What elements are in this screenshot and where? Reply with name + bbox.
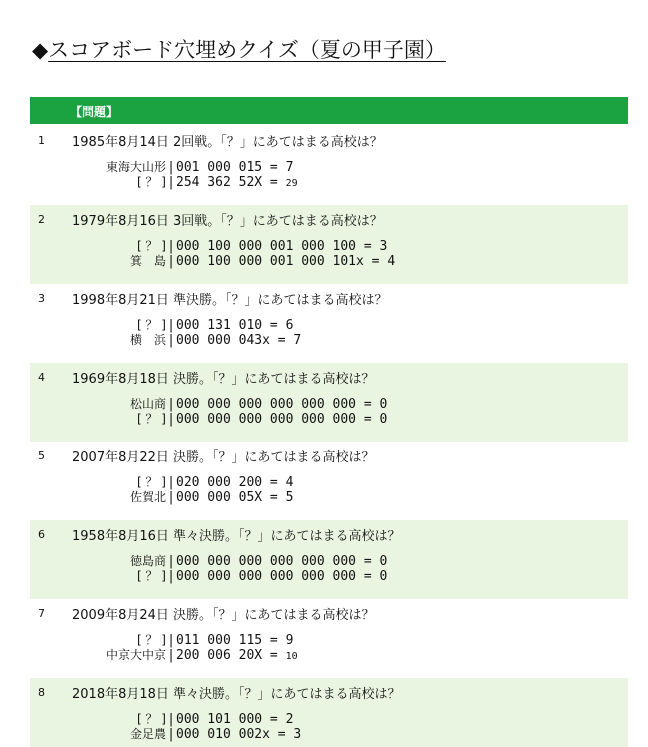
innings-score: 011 000 115 = [176, 633, 286, 648]
question-text: 2018年8月18日 準々決勝。「？」にあてはまる高校は？ [72, 687, 401, 702]
team-name: 東海大山形 [105, 160, 166, 174]
question-text: 1998年8月21日 準決勝。「？」にあてはまる高校は？ [72, 293, 388, 308]
innings-score: 000 000 000 000 000 000 = [176, 412, 380, 427]
question-item [30, 678, 628, 747]
innings-score: 000 100 000 001 000 101x = [176, 254, 388, 269]
team-name: [ ？ ] [137, 712, 166, 726]
total-score: 7 [285, 160, 294, 175]
total-score: 3 [379, 239, 388, 254]
total-score: 7 [293, 333, 302, 348]
scoreboard-row [94, 490, 293, 505]
page-title [32, 34, 446, 64]
total-score: 3 [293, 727, 302, 742]
total-score: 2 [285, 712, 294, 727]
section-header [30, 97, 628, 124]
divider: | [167, 475, 175, 490]
scoreboard-row [94, 569, 387, 584]
team-name: [ ？ ] [137, 175, 166, 189]
team-name: 中京大中京 [105, 648, 166, 662]
innings-score: 000 000 000 000 000 000 = [176, 569, 380, 584]
scoreboard [94, 160, 298, 191]
team-name: [ ？ ] [137, 318, 166, 332]
team-name: [ ？ ] [137, 633, 166, 647]
scoreboard-row [94, 239, 395, 254]
scoreboard-row [94, 397, 387, 412]
question-number: 6 [38, 528, 45, 541]
divider: | [167, 175, 175, 190]
question-text: 1985年8月14日 2回戦。「？」にあてはまる高校は？ [72, 135, 383, 150]
scoreboard-row [94, 554, 387, 569]
team-name: [ ？ ] [137, 475, 166, 489]
team-name: 松山商 [129, 397, 166, 411]
question-text: 1979年8月16日 3回戦。「？」にあてはまる高校は？ [72, 214, 383, 229]
diamond-marker: ◆ [32, 38, 49, 62]
divider: | [167, 333, 175, 348]
team-name: 徳島商 [129, 554, 166, 568]
total-score: 0 [379, 554, 388, 569]
team-name: 佐賀北 [129, 490, 166, 504]
innings-score: 000 010 002x = [176, 727, 294, 742]
innings-score: 200 006 20X = [176, 648, 286, 663]
question-number: 3 [38, 292, 45, 305]
divider: | [167, 633, 175, 648]
scoreboard [94, 633, 298, 664]
team-name: [ ？ ] [137, 569, 166, 583]
question-number: 2 [38, 213, 45, 226]
divider: | [167, 727, 175, 742]
total-score: 9 [285, 633, 294, 648]
scoreboard [94, 712, 301, 742]
innings-score: 000 101 000 = [176, 712, 286, 727]
question-item [30, 205, 628, 284]
question-number: 4 [38, 371, 45, 384]
scoreboard-row [94, 160, 298, 175]
question-number: 8 [38, 686, 45, 699]
scoreboard-row [94, 633, 298, 648]
question-item [30, 599, 628, 678]
total-score: 29 [285, 178, 298, 189]
innings-score: 000 131 010 = [176, 318, 286, 333]
innings-score: 254 362 52X = [176, 175, 286, 190]
scoreboard-row [94, 712, 301, 727]
total-score: 0 [379, 412, 388, 427]
question-text: 2009年8月24日 決勝。「？」にあてはまる高校は？ [72, 608, 375, 623]
divider: | [167, 160, 175, 175]
scoreboard-row [94, 648, 298, 664]
scoreboard-row [94, 175, 298, 191]
divider: | [167, 239, 175, 254]
divider: | [167, 554, 175, 569]
scoreboard [94, 554, 387, 584]
total-score: 0 [379, 397, 388, 412]
divider: | [167, 412, 175, 427]
divider: | [167, 712, 175, 727]
question-item [30, 520, 628, 599]
question-item [30, 284, 628, 363]
title-text: スコアボード穴埋めクイズ（夏の甲子園） [48, 38, 446, 62]
question-text: 2007年8月22日 決勝。「？」にあてはまる高校は？ [72, 450, 375, 465]
divider: | [167, 254, 175, 269]
divider: | [167, 397, 175, 412]
total-score: 6 [285, 318, 294, 333]
question-number: 5 [38, 449, 45, 462]
scoreboard [94, 239, 395, 269]
team-name: [ ？ ] [137, 412, 166, 426]
question-text: 1958年8月16日 準々決勝。「？」にあてはまる高校は？ [72, 529, 401, 544]
scoreboard-row [94, 318, 301, 333]
total-score: 0 [379, 569, 388, 584]
divider: | [167, 490, 175, 505]
scoreboard-row [94, 254, 395, 269]
total-score: 4 [387, 254, 396, 269]
question-item [30, 363, 628, 442]
divider: | [167, 569, 175, 584]
question-item [30, 126, 628, 205]
innings-score: 000 000 05X = [176, 490, 286, 505]
scoreboard-row [94, 412, 387, 427]
scoreboard [94, 475, 293, 505]
question-number: 1 [38, 134, 45, 147]
question-item [30, 441, 628, 520]
scoreboard-row [94, 333, 301, 348]
divider: | [167, 318, 175, 333]
scoreboard [94, 318, 301, 348]
scoreboard-row [94, 475, 293, 490]
innings-score: 000 000 000 000 000 000 = [176, 397, 380, 412]
scoreboard [94, 397, 387, 427]
question-number: 7 [38, 607, 45, 620]
team-name: 横 浜 [129, 333, 166, 347]
question-text: 1969年8月18日 決勝。「？」にあてはまる高校は？ [72, 372, 375, 387]
divider: | [167, 648, 175, 663]
innings-score: 000 000 043x = [176, 333, 294, 348]
total-score: 5 [285, 490, 294, 505]
section-header-label: 【問題】 [70, 105, 119, 119]
team-name: 箕 島 [129, 254, 166, 268]
innings-score: 000 100 000 001 000 100 = [176, 239, 380, 254]
scoreboard-row [94, 727, 301, 742]
total-score: 10 [285, 651, 298, 662]
total-score: 4 [285, 475, 294, 490]
team-name: [ ？ ] [137, 239, 166, 253]
innings-score: 020 000 200 = [176, 475, 286, 490]
innings-score: 000 000 000 000 000 000 = [176, 554, 380, 569]
innings-score: 001 000 015 = [176, 160, 286, 175]
team-name: 金足農 [129, 727, 166, 741]
